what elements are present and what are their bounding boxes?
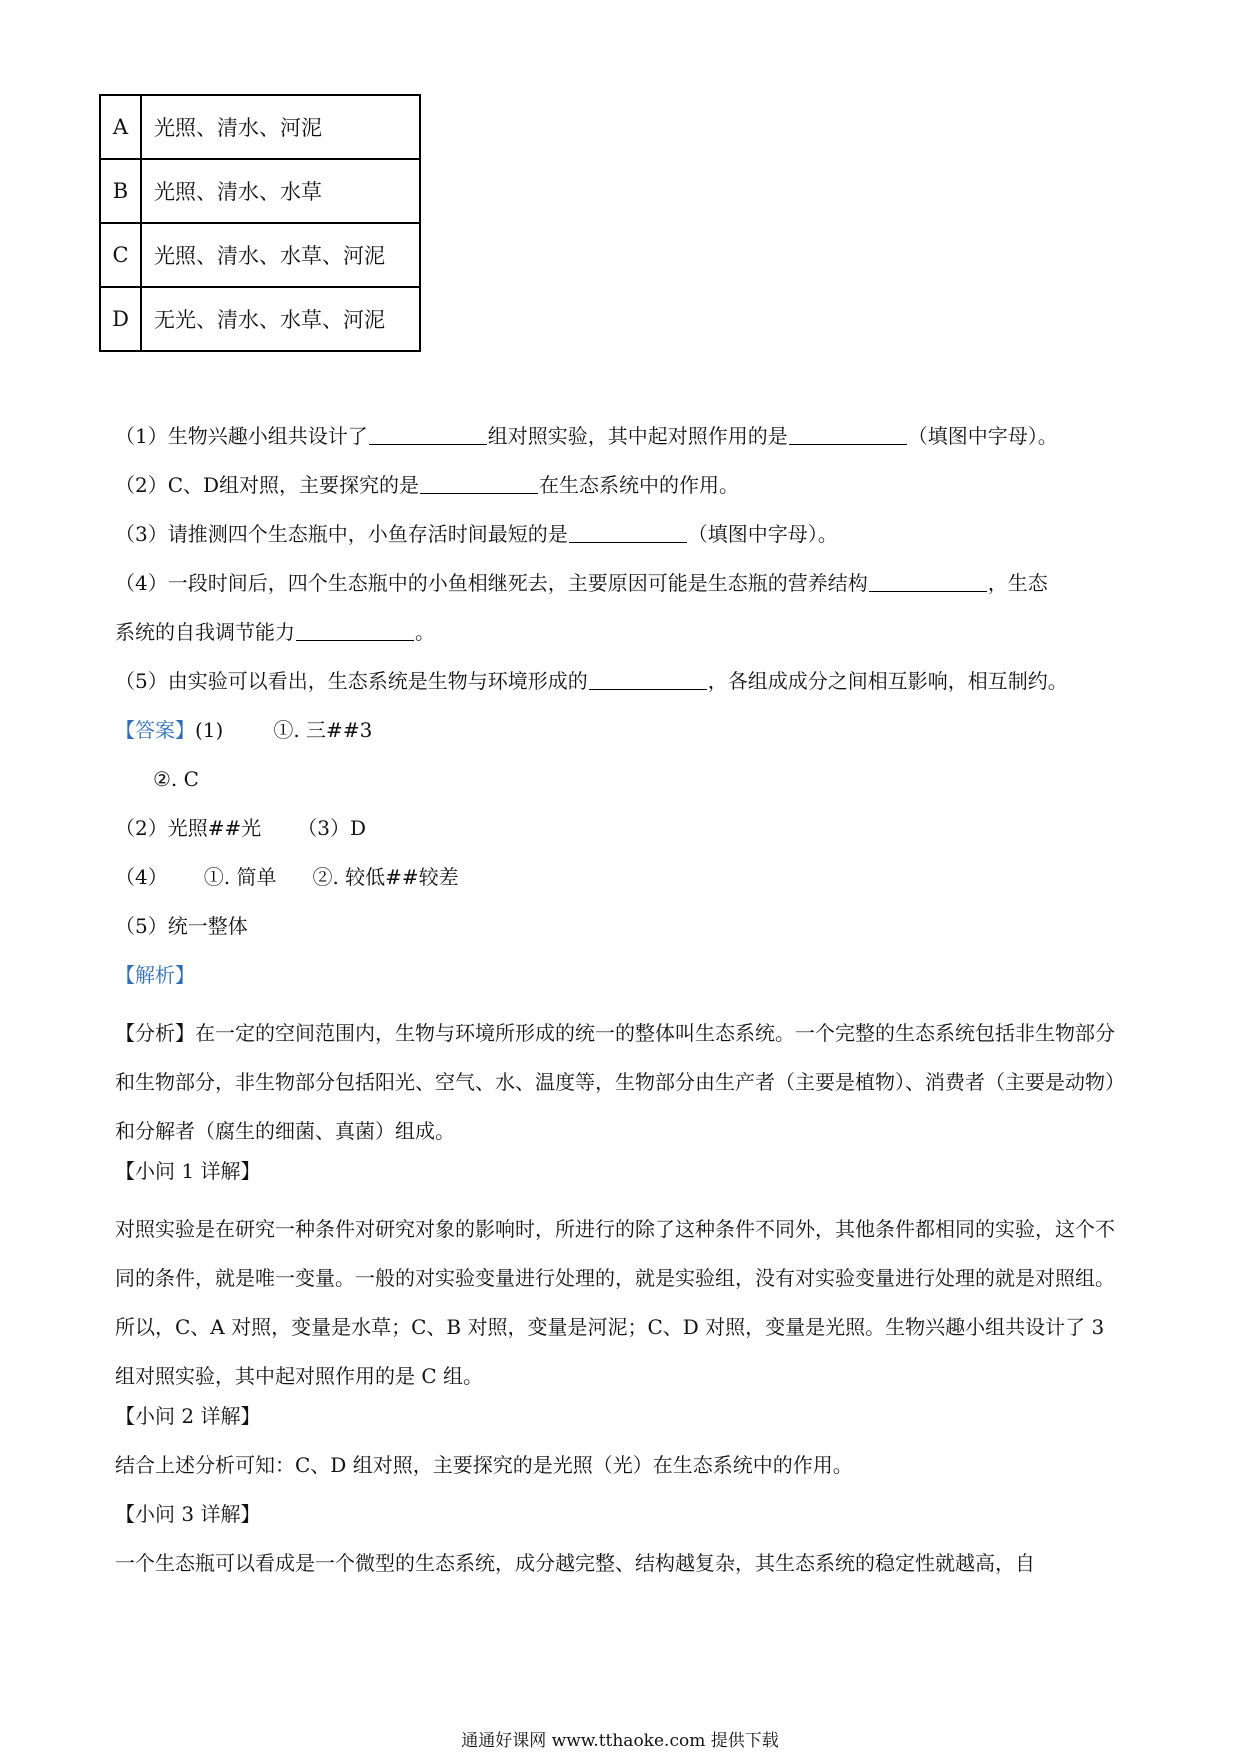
answer-blank xyxy=(789,422,907,445)
question-2 xyxy=(115,470,1125,500)
q5-text-a: （5）由实验可以看出，生态系统是生物与环境形成的 xyxy=(115,669,588,693)
row-conditions: 光照、清水、水草 xyxy=(141,159,420,223)
table-row xyxy=(100,95,420,159)
row-letter: B xyxy=(100,159,141,223)
question-4 xyxy=(115,568,1125,598)
q1-text-a: （1）生物兴趣小组共设计了 xyxy=(115,424,368,448)
question-3 xyxy=(115,519,1125,549)
answer-line-2 xyxy=(115,764,1163,794)
fenxi-text: 在一定的空间范围内，生物与环境所形成的统一的整体叫生态系统。一个完整的生态系统包括非生物部分和生物部分，非生物部分包括阳光、空气、水、温度等，生物部分由生产者（主要是植物）、消费者（主要是动物）和分解者（腐生的细菌、真菌）组成。 xyxy=(115,1021,1125,1143)
analysis-heading xyxy=(115,960,1125,990)
q4-text-d: 。 xyxy=(415,620,435,644)
answer-blank xyxy=(296,618,414,641)
subquestion-2-title: 【小问 2 详解】 xyxy=(115,1404,261,1428)
page-footer: 通通好课网 www.tthaoke.com 提供下载 xyxy=(461,1731,779,1751)
subquestion-2-text: 结合上述分析可知：C、D 组对照，主要探究的是光照（光）在生态系统中的作用。 xyxy=(115,1453,853,1477)
analysis-tag: 【解析】 xyxy=(115,963,195,987)
answer-line-5 xyxy=(115,911,1125,941)
answer-blank xyxy=(869,569,987,592)
q2-text-a: （2）C、D组对照，主要探究的是 xyxy=(115,473,420,497)
answer-1-number: (1) xyxy=(195,718,224,742)
table-row xyxy=(100,287,420,351)
options-table xyxy=(99,94,421,352)
question-4-cont xyxy=(115,617,1125,647)
row-letter: C xyxy=(100,223,141,287)
q4-text-a: （4）一段时间后，四个生态瓶中的小鱼相继死去，主要原因可能是生态瓶的营养结构 xyxy=(115,571,868,595)
answer-5: （5）统一整体 xyxy=(115,914,248,938)
answer-tag: 【答案】 xyxy=(115,718,195,742)
answer-line-1 xyxy=(115,715,1125,745)
q4-text-c: 系统的自我调节能力 xyxy=(115,620,295,644)
q1-text-b: 组对照实验，其中起对照作用的是 xyxy=(487,424,788,448)
answer-line-3 xyxy=(115,813,1125,843)
question-5 xyxy=(115,666,1125,696)
q4-text-b: ，生态 xyxy=(987,571,1048,595)
answer-1-part-1: ①. 三##3 xyxy=(273,718,373,742)
answer-blank xyxy=(369,422,487,445)
row-conditions: 光照、清水、水草、河泥 xyxy=(141,223,420,287)
row-conditions: 光照、清水、河泥 xyxy=(141,95,420,159)
row-letter: A xyxy=(100,95,141,159)
q5-text-b: ，各组成成分之间相互影响，相互制约。 xyxy=(707,669,1068,693)
answer-1-part-2: ②. C xyxy=(153,767,199,791)
table-row xyxy=(100,159,420,223)
answer-4-part-2: ②. 较低##较差 xyxy=(312,865,459,889)
answer-line-4 xyxy=(115,862,1125,892)
answer-2: （2）光照##光 xyxy=(115,816,262,840)
q1-text-c: （填图中字母）。 xyxy=(907,424,1058,448)
fenxi-tag: 【分析】 xyxy=(115,1021,195,1045)
table-row xyxy=(100,223,420,287)
subquestion-1-text: 对照实验是在研究一种条件对研究对象的影响时，所进行的除了这种条件不同外，其他条件都相同的实验，这个不同的条件，就是唯一变量。一般的对实验变量进行处理的，就是实验组，没有对实验变量进行处理的就是对照组。所以，C、A 对照，变量是水草；C、B 对照，变量是河泥；C、D 对照，变量是光照。生物兴趣小组共设计了 3 组对照实验，其中起对照作用的是 C 组。 xyxy=(115,1217,1115,1388)
subquestion-1-title: 【小问 1 详解】 xyxy=(115,1159,261,1183)
q2-text-b: 在生态系统中的作用。 xyxy=(539,473,740,497)
question-1 xyxy=(115,421,1125,451)
subquestion-3-title: 【小问 3 详解】 xyxy=(115,1502,261,1526)
subquestion-3-text: 一个生态瓶可以看成是一个微型的生态系统，成分越完整、结构越复杂，其生态系统的稳定性就越高，自 xyxy=(115,1551,1035,1575)
analysis-paragraph xyxy=(115,1009,1125,1156)
answer-4-part-1: ①. 简单 xyxy=(203,865,277,889)
answer-3: （3）D xyxy=(297,816,367,840)
q3-text-b: （填图中字母）。 xyxy=(687,522,838,546)
q3-text-a: （3）请推测四个生态瓶中，小鱼存活时间最短的是 xyxy=(115,522,568,546)
answer-blank xyxy=(420,471,538,494)
answer-blank xyxy=(569,520,687,543)
answer-4-number: （4） xyxy=(115,865,168,889)
row-conditions: 无光、清水、水草、河泥 xyxy=(141,287,420,351)
row-letter: D xyxy=(100,287,141,351)
answer-blank xyxy=(589,667,707,690)
